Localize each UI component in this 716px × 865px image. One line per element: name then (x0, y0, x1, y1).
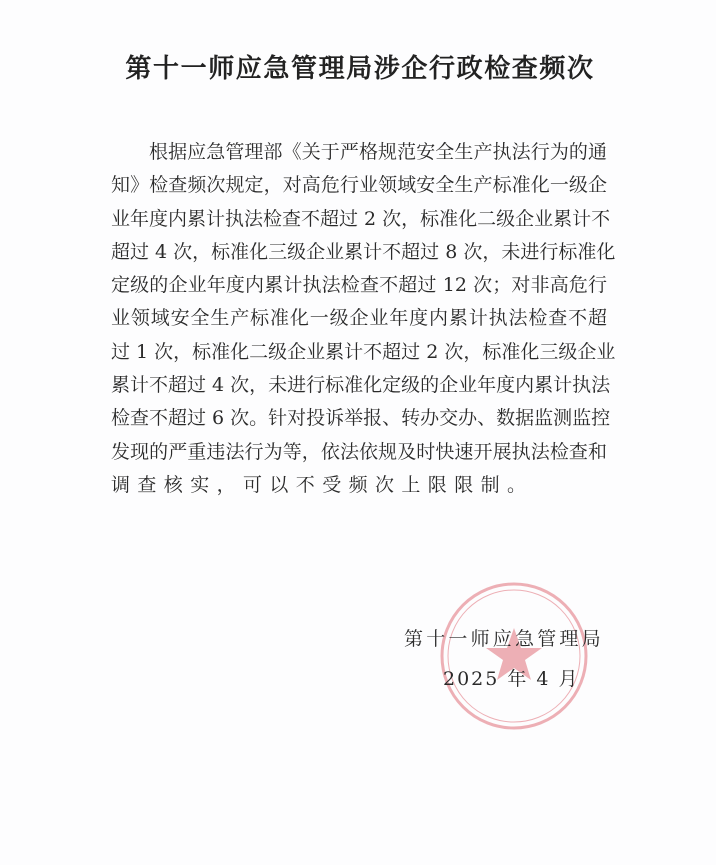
official-seal (438, 580, 590, 732)
body-line: 根据应急管理部《关于严格规范安全生产执法行为的通 (149, 141, 607, 163)
body-line: 超过 4 次，标准化三级企业累计不超过 8 次，未进行标准化 (111, 240, 616, 263)
body-line: 过 1 次，标准化二级企业累计不超过 2 次，标准化三级企业 (111, 340, 616, 363)
body-line: 发现的严重违法行为等，依法依规及时快速开展执法检查和 (111, 440, 607, 463)
body-line: 调查核实，可以不受频次上限限制。 (111, 473, 534, 496)
body-line: 业领域安全生产标准化一级企业年度内累计执法检查不超 (111, 307, 607, 330)
document-body (111, 136, 616, 502)
body-line: 检查不超过 6 次。针对投诉举报、转办交办、数据监测监控 (111, 407, 611, 430)
body-line: 业年度内累计执法检查不超过 2 次，标准化二级企业累计不 (111, 207, 611, 230)
document-title: 第十一师应急管理局涉企行政检查频次 (125, 54, 595, 84)
signature-date: 2025 年 4 月 (443, 668, 580, 690)
signature-organization: 第十一师应急管理局 (404, 628, 604, 650)
body-line: 定级的企业年度内累计执法检查不超过 12 次；对非高危行 (111, 274, 607, 297)
body-line: 知》检查频次规定，对高危行业领域安全生产标准化一级企 (111, 174, 607, 197)
body-line: 累计不超过 4 次，未进行标准化定级的企业年度内累计执法 (111, 374, 611, 397)
